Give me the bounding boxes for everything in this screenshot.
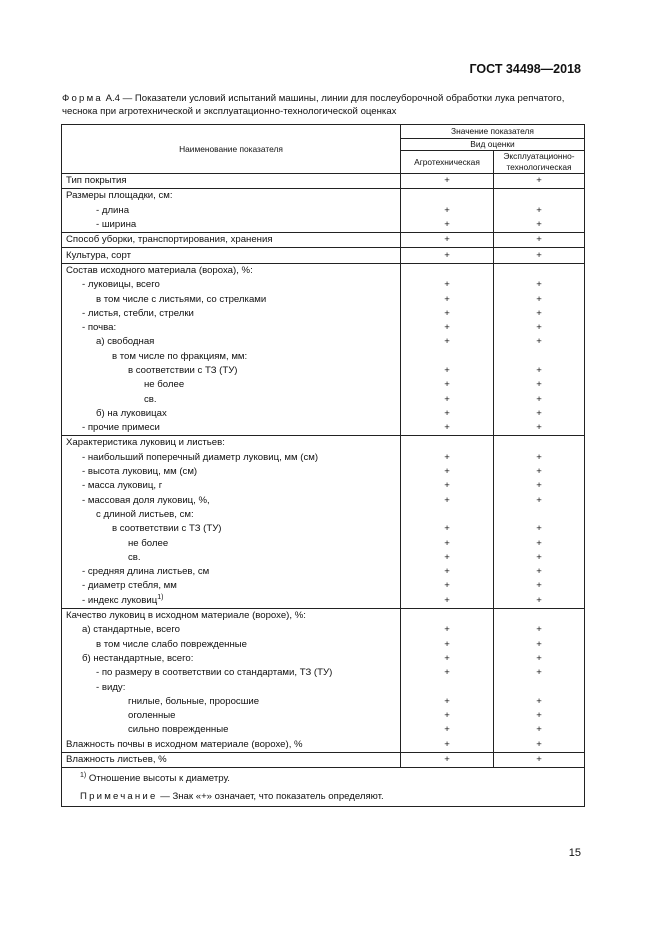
table-row: [62, 723, 585, 737]
expl-mark: +: [494, 536, 585, 550]
row-label: с длиной листьев, см:: [62, 508, 401, 522]
row-label: гнилые, больные, проросшие: [62, 695, 401, 709]
footnote-mark: 1): [80, 772, 87, 780]
agro-mark: +: [401, 233, 494, 248]
expl-mark: +: [494, 623, 585, 637]
row-label: - высота луковиц, мм (см): [62, 465, 401, 479]
expl-mark: +: [494, 738, 585, 753]
table-row: [62, 551, 585, 565]
row-label: - длина: [62, 204, 401, 218]
table-row: [62, 378, 585, 392]
expl-mark: +: [494, 638, 585, 652]
expl-mark: +: [494, 709, 585, 723]
row-label: Состав исходного материала (вороха), %:: [62, 263, 401, 278]
table-row: [62, 565, 585, 579]
expl-mark: +: [494, 421, 585, 436]
row-label: - ширина: [62, 218, 401, 233]
table-row: [62, 218, 585, 233]
expl-mark: +: [494, 407, 585, 421]
table-row: [62, 248, 585, 263]
agro-mark: [401, 608, 494, 623]
expl-mark: +: [494, 551, 585, 565]
table-row: [62, 579, 585, 593]
form-title: А.4 — Показатели условий испытаний машины, линии для послеуборочной обработки лука репчатого, чеснока при агротехнической и эксплуатационно-технологической оценках: [62, 93, 565, 117]
agro-mark: +: [401, 551, 494, 565]
agro-mark: +: [401, 248, 494, 263]
expl-mark: [494, 263, 585, 278]
row-label: [62, 594, 401, 609]
agro-mark: +: [401, 321, 494, 335]
expl-mark: +: [494, 522, 585, 536]
expl-mark: +: [494, 494, 585, 508]
expl-mark: +: [494, 752, 585, 767]
expl-mark: +: [494, 652, 585, 666]
row-label: - наибольший поперечный диаметр луковиц, мм (см): [62, 451, 401, 465]
agro-mark: +: [401, 292, 494, 306]
table-row: [62, 451, 585, 465]
expl-mark: +: [494, 278, 585, 292]
agro-mark: +: [401, 695, 494, 709]
agro-mark: [401, 189, 494, 204]
table-row: [62, 350, 585, 364]
row-label: - диаметр стебля, мм: [62, 579, 401, 593]
table-row: [62, 436, 585, 451]
row-label: б) нестандартные, всего:: [62, 652, 401, 666]
standard-number: ГОСТ 34498—2018: [469, 62, 581, 76]
row-label: - прочие примеси: [62, 421, 401, 436]
header-value: Значение показателя: [401, 125, 585, 139]
agro-mark: +: [401, 565, 494, 579]
agro-mark: +: [401, 536, 494, 550]
row-label: не более: [62, 378, 401, 392]
table-row: [62, 479, 585, 493]
table-row: [62, 695, 585, 709]
expl-mark: +: [494, 378, 585, 392]
expl-mark: [494, 436, 585, 451]
table-row: [62, 494, 585, 508]
expl-mark: +: [494, 666, 585, 680]
agro-mark: +: [401, 451, 494, 465]
expl-mark: +: [494, 335, 585, 349]
expl-mark: [494, 508, 585, 522]
table-row: [62, 204, 585, 218]
agro-mark: +: [401, 666, 494, 680]
table-row: [62, 536, 585, 550]
expl-mark: [494, 680, 585, 694]
header-name: Наименование показателя: [62, 125, 401, 174]
agro-mark: +: [401, 752, 494, 767]
table-row: [62, 263, 585, 278]
table-row: [62, 738, 585, 753]
agro-mark: +: [401, 407, 494, 421]
table-row: [62, 594, 585, 609]
expl-mark: +: [494, 723, 585, 737]
row-label: оголенные: [62, 709, 401, 723]
row-label: св.: [62, 392, 401, 406]
row-label: Характеристика луковиц и листьев:: [62, 436, 401, 451]
table-row: [62, 392, 585, 406]
row-label: - почва:: [62, 321, 401, 335]
row-label: - масса луковиц, г: [62, 479, 401, 493]
row-label: в соответствии с ТЗ (ТУ): [62, 522, 401, 536]
agro-mark: [401, 263, 494, 278]
agro-mark: +: [401, 278, 494, 292]
row-label: - средняя длина листьев, см: [62, 565, 401, 579]
row-label: не более: [62, 536, 401, 550]
row-label: - листья, стебли, стрелки: [62, 307, 401, 321]
table-row: [62, 638, 585, 652]
table-row: [62, 321, 585, 335]
agro-mark: +: [401, 652, 494, 666]
header-expl: Эксплуатационно-технологическая: [494, 151, 585, 174]
row-label: а) стандартные, всего: [62, 623, 401, 637]
agro-mark: +: [401, 522, 494, 536]
table-row: [62, 608, 585, 623]
agro-mark: +: [401, 465, 494, 479]
expl-mark: +: [494, 565, 585, 579]
row-label: св.: [62, 551, 401, 565]
form-word: Форма: [62, 93, 103, 104]
row-label: а) свободная: [62, 335, 401, 349]
row-label-text: - индекс луковиц: [82, 594, 158, 606]
header-agro: Агротехническая: [401, 151, 494, 174]
row-label: Размеры площадки, см:: [62, 189, 401, 204]
indicators-table: [61, 124, 585, 807]
expl-mark: +: [494, 292, 585, 306]
row-label: в том числе с листьями, со стрелками: [62, 292, 401, 306]
expl-mark: +: [494, 479, 585, 493]
agro-mark: +: [401, 335, 494, 349]
row-label: Влажность почвы в исходном материале (ворохе), %: [62, 738, 401, 753]
footnote-text: Отношение высоты к диаметру.: [86, 773, 230, 785]
expl-mark: +: [494, 465, 585, 479]
expl-mark: [494, 350, 585, 364]
table-row: [62, 292, 585, 306]
agro-mark: +: [401, 218, 494, 233]
row-label: Культура, сорт: [62, 248, 401, 263]
agro-mark: +: [401, 364, 494, 378]
row-label: Качество луковиц в исходном материале (ворохе), %:: [62, 608, 401, 623]
agro-mark: +: [401, 738, 494, 753]
table-row: [62, 407, 585, 421]
expl-mark: +: [494, 204, 585, 218]
expl-mark: +: [494, 451, 585, 465]
row-label: - массовая доля луковиц, %,: [62, 494, 401, 508]
table-row: [62, 623, 585, 637]
row-label: Способ уборки, транспортирования, хранения: [62, 233, 401, 248]
note-text: — Знак «+» означает, что показатель определяют.: [157, 791, 384, 803]
expl-mark: [494, 189, 585, 204]
agro-mark: +: [401, 579, 494, 593]
agro-mark: +: [401, 174, 494, 189]
table-footer: [62, 768, 585, 807]
table-row: [62, 522, 585, 536]
agro-mark: +: [401, 479, 494, 493]
agro-mark: [401, 350, 494, 364]
table-row: [62, 652, 585, 666]
footer-cell: [62, 768, 585, 807]
table-row: [62, 680, 585, 694]
agro-mark: +: [401, 638, 494, 652]
agro-mark: [401, 680, 494, 694]
expl-mark: +: [494, 594, 585, 609]
row-label: - виду:: [62, 680, 401, 694]
agro-mark: +: [401, 378, 494, 392]
expl-mark: +: [494, 218, 585, 233]
expl-mark: +: [494, 579, 585, 593]
expl-mark: [494, 608, 585, 623]
table-row: [62, 465, 585, 479]
expl-mark: +: [494, 321, 585, 335]
row-label: Влажность листьев, %: [62, 752, 401, 767]
row-label: б) на луковицах: [62, 407, 401, 421]
table-row: [62, 233, 585, 248]
agro-mark: +: [401, 723, 494, 737]
agro-mark: +: [401, 204, 494, 218]
row-label: в том числе по фракциям, мм:: [62, 350, 401, 364]
expl-mark: +: [494, 695, 585, 709]
table-row: [62, 752, 585, 767]
expl-mark: +: [494, 248, 585, 263]
header-kind: Вид оценки: [401, 139, 585, 151]
agro-mark: +: [401, 307, 494, 321]
table-row: [62, 666, 585, 680]
row-label: - луковицы, всего: [62, 278, 401, 292]
agro-mark: [401, 436, 494, 451]
footnote: [80, 772, 580, 786]
table-row: [62, 278, 585, 292]
expl-mark: +: [494, 174, 585, 189]
note: [80, 790, 580, 804]
table-row: [62, 364, 585, 378]
agro-mark: +: [401, 494, 494, 508]
row-label: Тип покрытия: [62, 174, 401, 189]
agro-mark: +: [401, 709, 494, 723]
page-number: 15: [568, 847, 581, 859]
row-label: в том числе слабо поврежденные: [62, 638, 401, 652]
expl-mark: +: [494, 233, 585, 248]
agro-mark: [401, 508, 494, 522]
agro-mark: +: [401, 392, 494, 406]
row-label: - по размеру в соответствии со стандартами, ТЗ (ТУ): [62, 666, 401, 680]
table-row: [62, 709, 585, 723]
agro-mark: +: [401, 623, 494, 637]
expl-mark: +: [494, 392, 585, 406]
form-caption: [62, 92, 602, 118]
agro-mark: +: [401, 594, 494, 609]
footnote-ref: 1): [157, 593, 164, 601]
row-label: в соответствии с ТЗ (ТУ): [62, 364, 401, 378]
row-label: сильно поврежденные: [62, 723, 401, 737]
table-row: [62, 421, 585, 436]
expl-mark: +: [494, 307, 585, 321]
table-row: [62, 307, 585, 321]
table-row: [62, 189, 585, 204]
table-row: [62, 174, 585, 189]
table-row: [62, 335, 585, 349]
table-row: [62, 508, 585, 522]
expl-mark: +: [494, 364, 585, 378]
agro-mark: +: [401, 421, 494, 436]
note-word: Примечание: [80, 791, 158, 803]
